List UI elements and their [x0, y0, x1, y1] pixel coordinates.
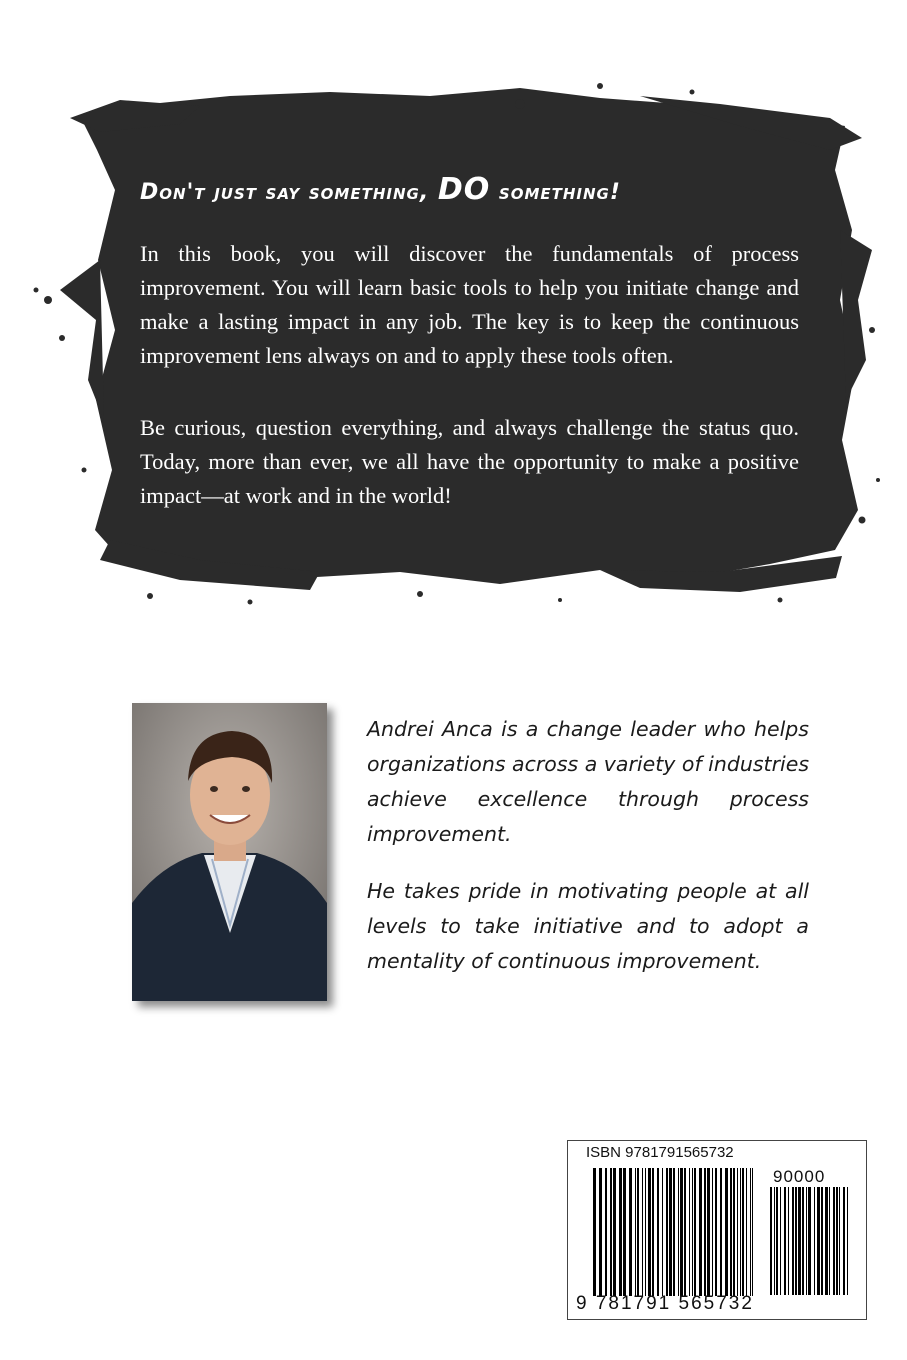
tagline-part2: something!	[490, 180, 621, 205]
barcode-digits: 9 781791 565732	[576, 1293, 754, 1314]
author-bio-paragraph-1: Andrei Anca is a change leader who helps organizations across a variety of industries achieve excellence through process improvement.	[367, 717, 810, 846]
tagline-part1: Don't just say something,	[140, 180, 438, 205]
addon-barcode-bars	[770, 1187, 850, 1295]
author-bio-paragraph-2: He takes pride in motivating people at all levels to take initiative and to adopt a mentality of continuous improvement.	[367, 879, 809, 973]
tagline-emphasis: DO	[437, 172, 491, 207]
author-photo	[132, 703, 327, 1001]
blurb-paragraph-1: In this book, you will discover the fundamentals of process improvement. You will learn basic tools to help you initiate change and make a lasting impact in any job. The key is to keep the continuous improvement lens always on and to apply these tools often.	[140, 241, 799, 368]
price-code: 90000	[773, 1167, 826, 1186]
isbn-barcode-box	[567, 1140, 867, 1320]
tagline-heading	[140, 172, 820, 207]
blurb-paragraph-2: Be curious, question everything, and always challenge the status quo. Today, more than ever, we all have the opportunity to make a positive impact—at work and in the world!	[140, 415, 799, 508]
barcode-bars	[593, 1168, 753, 1296]
isbn-label: ISBN 9781791565732	[586, 1144, 734, 1161]
